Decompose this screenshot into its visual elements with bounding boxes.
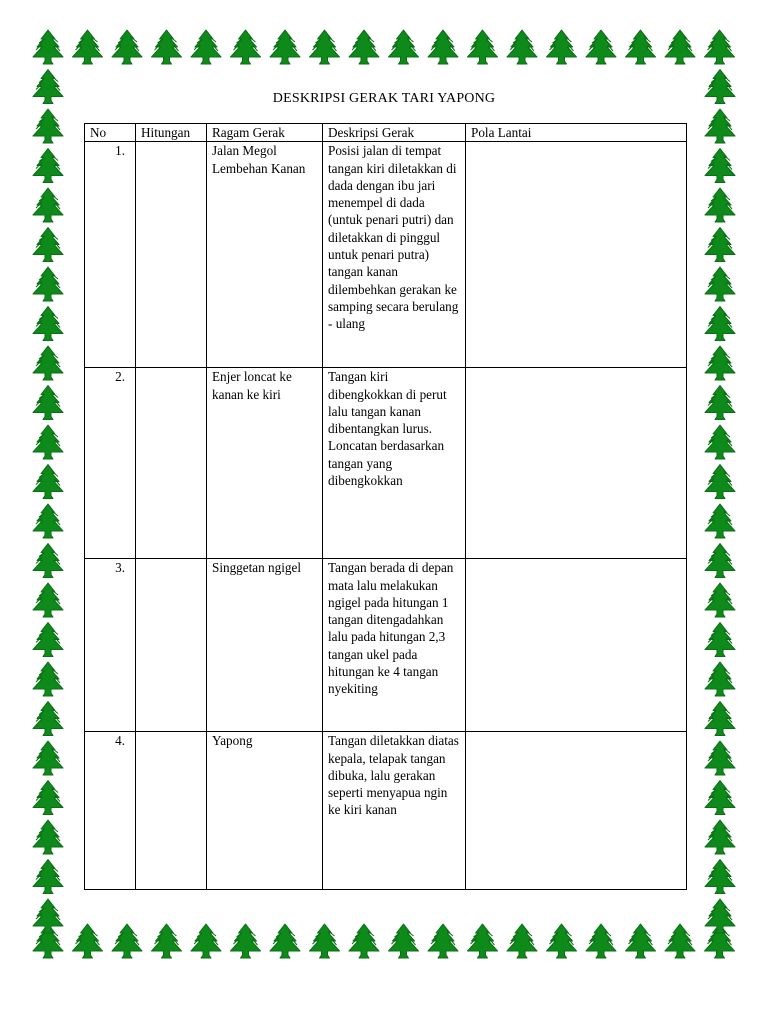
pine-tree-icon [33,504,63,538]
pine-tree-icon [33,425,63,459]
header-ragam-gerak: Ragam Gerak [207,124,323,142]
cell-deskripsi-gerak: Tangan kiri dibengkokkan di perut lalu tangan kanan dibentangkan lurus. Loncatan berdasarkan tangan yang dibengkokkan [323,368,466,559]
pine-tree-icon [33,702,63,736]
cell-pola-lantai [466,368,687,559]
pine-tree-icon [468,924,498,958]
table-row [85,559,687,732]
pine-tree-icon [33,820,63,854]
pine-tree-icon [33,307,63,341]
pine-tree-icon [112,924,142,958]
cell-no: 3. [85,559,136,732]
pine-tree-icon [33,583,63,617]
pine-tree-icon [349,924,379,958]
pine-tree-icon [191,30,221,64]
pine-tree-icon [705,149,735,183]
cell-pola-lantai [466,559,687,732]
pine-tree-icon [626,924,656,958]
pine-tree-icon [33,741,63,775]
pine-tree-icon [705,425,735,459]
cell-no: 4. [85,732,136,890]
pine-tree-icon [270,30,300,64]
pine-tree-icon [428,30,458,64]
pine-tree-icon [507,30,537,64]
cell-pola-lantai [466,732,687,890]
pine-tree-icon [33,267,63,301]
dance-movement-table [84,123,687,890]
cell-ragam-gerak: Jalan Megol Lembehan Kanan [207,142,323,368]
pine-tree-icon [270,924,300,958]
pine-tree-icon [705,386,735,420]
pine-tree-icon [705,899,735,933]
pine-tree-icon [152,924,182,958]
pine-tree-icon [665,924,695,958]
pine-tree-icon [705,188,735,222]
pine-tree-icon [310,924,340,958]
pine-tree-icon [33,109,63,143]
pine-tree-icon [33,346,63,380]
pine-tree-icon [33,188,63,222]
header-pola-lantai: Pola Lantai [466,124,687,142]
pine-tree-icon [547,924,577,958]
pine-tree-icon [665,30,695,64]
table-row [85,368,687,559]
pine-tree-icon [33,662,63,696]
header-no: No [85,124,136,142]
table-row [85,142,687,368]
pine-tree-icon [705,741,735,775]
header-deskripsi-gerak: Deskripsi Gerak [323,124,466,142]
pine-tree-icon [191,924,221,958]
pine-tree-icon [468,30,498,64]
table-header-row [85,124,687,142]
pine-tree-icon [705,623,735,657]
pine-tree-icon [33,30,63,64]
pine-tree-icon [112,30,142,64]
pine-tree-icon [33,781,63,815]
pine-tree-icon [705,702,735,736]
pine-tree-icon [389,30,419,64]
cell-pola-lantai [466,142,687,368]
pine-tree-icon [626,30,656,64]
pine-tree-icon [33,623,63,657]
pine-tree-icon [705,267,735,301]
pine-tree-icon [389,924,419,958]
pine-tree-icon [705,346,735,380]
pine-tree-icon [33,465,63,499]
table-row [85,732,687,890]
cell-hitungan [136,368,207,559]
pine-tree-icon [705,583,735,617]
pine-tree-icon [705,820,735,854]
pine-tree-icon [33,860,63,894]
pine-tree-icon [705,781,735,815]
cell-deskripsi-gerak: Tangan berada di depan mata lalu melakukan ngigel pada hitungan 1 tangan ditengadahkan lalu pada hitungan 2,3 tangan ukel pada hitungan ke 4 tangan nyekiting [323,559,466,732]
pine-tree-icon [507,924,537,958]
cell-ragam-gerak: Yapong [207,732,323,890]
pine-tree-icon [705,109,735,143]
cell-hitungan [136,732,207,890]
pine-tree-icon [705,465,735,499]
cell-ragam-gerak: Singgetan ngigel [207,559,323,732]
cell-deskripsi-gerak: Tangan diletakkan diatas kepala, telapak tangan dibuka, lalu gerakan seperti menyapua ngin ke kiri kanan [323,732,466,890]
pine-tree-icon [705,228,735,262]
pine-tree-icon [33,544,63,578]
pine-tree-icon [705,860,735,894]
pine-tree-icon [231,924,261,958]
cell-deskripsi-gerak: Posisi jalan di tempat tangan kiri diletakkan di dada dengan ibu jari menempel di dada (untuk penari putri) dan diletakkan di pinggul untuk penari putra) tangan kanan dilembehkan gerakan ke samping secara berulang - ulang [323,142,466,368]
pine-tree-icon [152,30,182,64]
document-title: DESKRIPSI GERAK TARI YAPONG [272,91,496,106]
cell-hitungan [136,142,207,368]
pine-tree-icon [428,924,458,958]
pine-tree-icon [547,30,577,64]
cell-hitungan [136,559,207,732]
pine-tree-icon [705,544,735,578]
pine-tree-icon [73,924,103,958]
pine-tree-icon [33,386,63,420]
pine-tree-icon [705,662,735,696]
pine-tree-icon [586,924,616,958]
pine-tree-icon [586,30,616,64]
pine-tree-icon [231,30,261,64]
cell-ragam-gerak: Enjer loncat ke kanan ke kiri [207,368,323,559]
header-hitungan: Hitungan [136,124,207,142]
pine-tree-icon [349,30,379,64]
pine-tree-icon [310,30,340,64]
cell-no: 2. [85,368,136,559]
pine-tree-icon [33,228,63,262]
pine-tree-icon [33,899,63,933]
pine-tree-icon [73,30,103,64]
cell-no: 1. [85,142,136,368]
pine-tree-icon [705,307,735,341]
pine-tree-icon [705,504,735,538]
pine-tree-icon [705,30,735,64]
pine-tree-icon [33,149,63,183]
